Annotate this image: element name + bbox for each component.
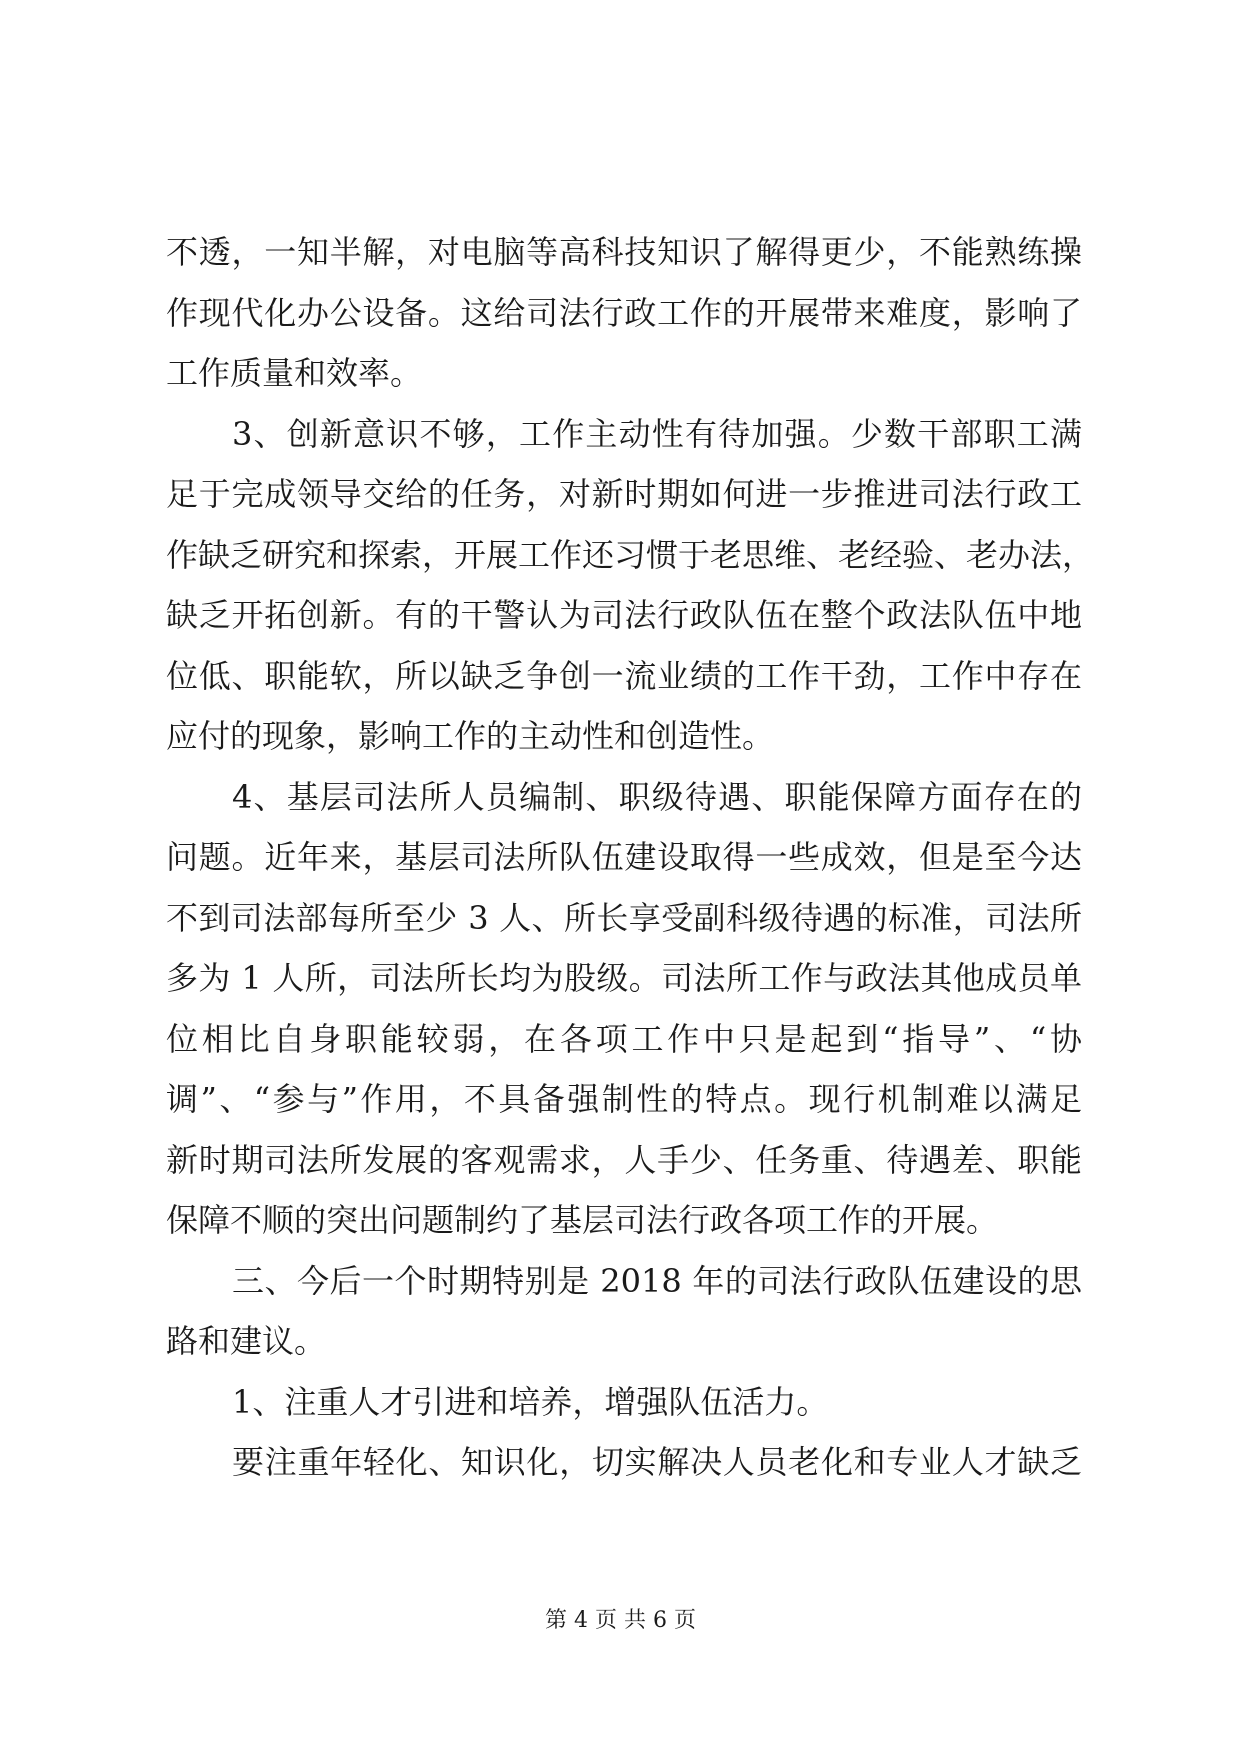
text-line: 足于完成领导交给的任务，对新时期如何进一步推进司法行政工 [166, 475, 1082, 513]
text-line: 问题。近年来，基层司法所队伍建设取得一些成效，但是至今达 [166, 838, 1082, 876]
text-line: 路和建议。 [166, 1322, 327, 1360]
text-line: 要注重年轻化、知识化，切实解决人员老化和专业人才缺乏 [232, 1443, 1082, 1481]
text-line: 工作质量和效率。 [166, 354, 423, 392]
text-line: 3、创新意识不够，工作主动性有待加强。少数干部职工满 [232, 414, 1082, 453]
body-text [166, 222, 1095, 1493]
text-line: 调”、“参与”作用，不具备强制性的特点。现行机制难以满足 [166, 1080, 1082, 1118]
text-line: 多为 1 人所，司法所长均为股级。司法所工作与政法其他成员单 [166, 959, 1082, 997]
page-number-footer: 第 4 页 共 6 页 [545, 1608, 696, 1633]
text-line: 位相比自身职能较弱，在各项工作中只是起到“指导”、“协 [166, 1019, 1082, 1058]
text-line: 不透，一知半解，对电脑等高科技知识了解得更少，不能熟练操 [166, 233, 1082, 271]
text-line: 缺乏开拓创新。有的干警认为司法行政队伍在整个政法队伍中地 [166, 596, 1082, 634]
text-line: 1、注重人才引进和培养，增强队伍活力。 [232, 1382, 829, 1421]
text-line: 作现代化办公设备。这给司法行政工作的开展带来难度，影响了 [166, 293, 1082, 332]
text-line: 不到司法部每所至少 3 人、所长享受副科级待遇的标准，司法所 [166, 898, 1082, 937]
text-line: 4、基层司法所人员编制、职级待遇、职能保障方面存在的 [232, 777, 1082, 816]
text-line: 作缺乏研究和探索，开展工作还习惯于老思维、老经验、老办法， [166, 535, 1095, 574]
text-line: 保障不顺的突出问题制约了基层司法行政各项工作的开展。 [166, 1201, 999, 1239]
text-line: 应付的现象，影响工作的主动性和创造性。 [166, 717, 775, 755]
text-line: 新时期司法所发展的客观需求，人手少、任务重、待遇差、职能 [166, 1140, 1082, 1179]
text-line: 三、今后一个时期特别是 2018 年的司法行政队伍建设的思 [232, 1261, 1082, 1300]
text-line: 位低、职能软，所以缺乏争创一流业绩的工作干劲，工作中存在 [166, 656, 1082, 695]
